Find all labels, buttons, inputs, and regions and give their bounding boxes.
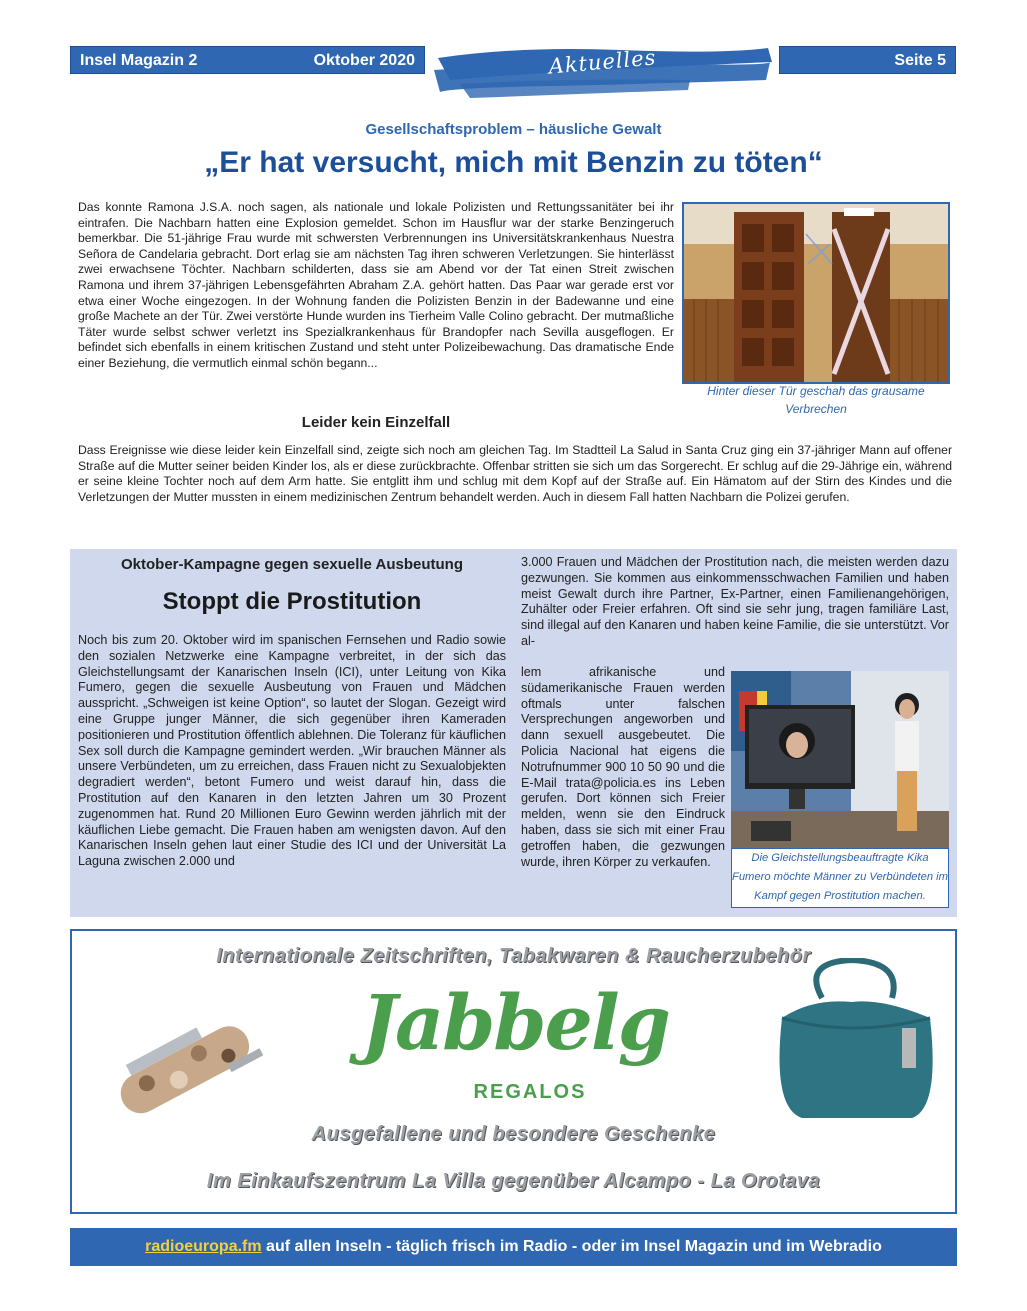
- ad-tagline: Internationale Zeitschriften, Tabakwaren & Raucherzubehör: [216, 945, 811, 967]
- article-headline: Stoppt die Prostitution: [162, 588, 422, 615]
- radio-website-link[interactable]: radioeuropa.fm: [145, 1238, 262, 1255]
- shop-logo-subtitle: REGALOS: [473, 1081, 587, 1103]
- header-bar-left: [70, 46, 425, 74]
- footer-banner: [70, 1228, 957, 1266]
- article-column-narrow: lem afrikanische und südamerikanische Frauen werden oftmals unter falschen Versprechungen angeworben und dann sexuell ausgebeutet. Die Policia Nacional hat eigens die Notrufnummer 900 10 50 90 und die E-Mail trata@policia.es ins Leben gerufen. Dort können sich Freier melden, wenn sie den Eindruck haben, dass sie sich mit einer Frau getroffen haben, die gezwungen wurde, ihren Körper zu verkaufen.: [521, 665, 725, 869]
- crime-scene-door-image: [684, 204, 948, 382]
- section-label: Aktuelles: [547, 45, 658, 79]
- pocket-knife-image: [104, 1012, 264, 1124]
- article-column: Noch bis zum 20. Oktober wird im spanischen Fernsehen und Radio sowie den sozialen Netzwerke eine Kampagne verbreitet, in der sich das Gleichstellungsamt der Kanarischen Inseln (ICI), unter Leitung von Kika Fumero, gegen die sexuelle Ausbeutung von Frauen und Mädchen ausspricht. „Schweigen ist keine Option“, so lautet der Slogan. Gezeigt wird eine Gruppe junger Männer, die sich gegenüber ihren Kameraden positionieren und Prostitution öffentlich ablehnen. Die Toleranz für käuflichen Sex soll durch die Kampagne gemindert werden. „Wir brauchen Männer als unsere Verbündeten, um zu erreichen, dass Frauen nicht zu Sexualobjekten degradiert werden“, betont Fumero und weist darauf hin, dass die Prostitution auf den Kanaren in den letzten Jahren um 30 Prozent zugenommen hat. Rund 20 Millionen Euro Gewinn werden jährlich mit der käuflichen Liebe gemacht. Die Frauen haben am wenigsten davon. Auf den Kanarischen Inseln gehen laut einer Studie des ICI und der Universität La Laguna zwischen 2.000 und: [78, 633, 506, 869]
- footer-text: auf allen Inseln - täglich frisch im Radio - oder im Insel Magazin und im Webradio: [261, 1238, 882, 1255]
- shop-logo: Jabbelg: [361, 978, 669, 1067]
- ad-slogan: Ausgefallene und besondere Geschenke: [311, 1123, 716, 1145]
- article-headline: „Er hat versucht, mich mit Benzin zu töten“: [204, 146, 823, 179]
- photo-caption: Hinter dieser Tür geschah das grausame Verbrechen: [707, 384, 925, 416]
- photo-caption: Die Gleichstellungsbeauftragte Kika Fumero möchte Männer zu Verbündeten im Kampf gegen Prostitution machen.: [731, 848, 949, 908]
- article-column: 3.000 Frauen und Mädchen der Prostitution nach, die meisten werden dazu gezwungen. Sie kommen aus einkommensschwachen Familien und haben meist Gewalt durch ihre Partner, Ex-Partner, einen Familienangehörigen, Zuhälter oder Freier erfahren. Oft sind sie sehr jung, tragen familiäre Last, sind illegal auf den Kanaren und haben keine Familie, die sie unterstützt. Vor al-: [521, 555, 949, 648]
- ad-location: Im Einkaufszentrum La Villa gegenüber Alcampo - La Orotava: [206, 1170, 821, 1192]
- publication-name: Insel Magazin 2: [80, 52, 198, 69]
- door-photo: [682, 202, 950, 384]
- press-conference-photo: [731, 671, 949, 849]
- issue-date: Oktober 2020: [313, 52, 415, 69]
- video-call-scene-image: [731, 671, 949, 849]
- article-subheading: Leider kein Einzelfall: [301, 414, 451, 431]
- article-kicker: Oktober-Kampagne gegen sexuelle Ausbeutung: [120, 556, 463, 573]
- article-paragraph: Dass Ereignisse wie diese leider kein Einzelfall sind, zeigte sich noch am gleichen Tag. Im Stadtteil La Salud in Santa Cruz ging ein 37-jähriger Mann auf offener Straße auf die Mutter seiner beiden Kinder los, als er diese zurückbrachte. Offenbar stritten sie sich um das Sorgerecht. Er schlug auf die 29-Jährige ein, während er seine kleine Tochter noch auf dem Arm hatte. Sie entglitt ihm und schlug mit dem Kopf auf der Straße auf. Ein Hämatom auf der Stirn des Kindes und die Verletzungen der Mutter mussten in einem medizinischen Zentrum behandelt werden. Auch in diesem Fall hatten Nachbarn die Polizei gerufen.: [78, 443, 952, 504]
- article-paragraph: Das konnte Ramona J.S.A. noch sagen, als nationale und lokale Polizisten und Rettungssanitäter bei ihr eintrafen. Die Nachbarn hatten eine Explosion gemeldet. Schon im Hausflur war der starke Benzingeruch bemerkbar. Die 51-jährige Frau wurde mit schwersten Verbrennungen ins Universitätskrankenhaus Nuestra Señora de Candelaria gebracht. Dort erlag sie am nächsten Tag ihren schweren Verletzungen. Sie hinterlässt zwei erwachsene Töchter. Nachbarn schilderten, dass sie am Abend vor der Tat einen Streit zwischen Ramona und ihrem 37-jährigen Lebensgefährten Abraham Z.A. gehört hatten. Das Paar war gerade erst vor etwa einer Woche eingezogen. In der Wohnung fanden die Polizisten Benzin in der Badewanne und eine große Machete an der Tür. Zwei verstörte Hunde wurden ins Tierheim Valle Colino gebracht. Der mutmaßliche Täter wurde selbst schwer verletzt ins Spezialkrankenhaus für Brandopfer nach Sevilla ausgeflogen. Er befindet sich ebenfalls in einem kritischen Zustand und steht unter Polizeibewachung. Das dramatische Ende einer Beziehung, die vermutlich einmal schön begann...: [78, 200, 674, 370]
- article-kicker: Gesellschaftsproblem – häusliche Gewalt: [365, 121, 662, 138]
- page-number: Seite 5: [779, 46, 956, 74]
- handbag-image: [762, 958, 942, 1120]
